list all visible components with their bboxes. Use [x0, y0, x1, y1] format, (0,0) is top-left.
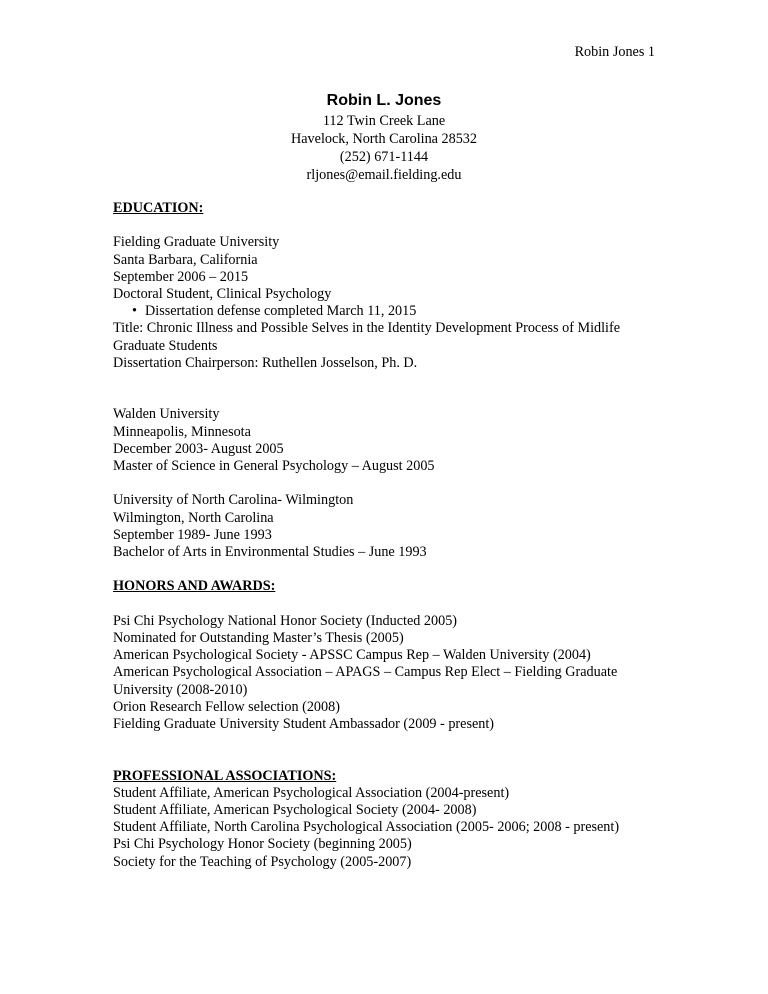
- running-head: Robin Jones 1: [574, 44, 655, 60]
- applicant-name: Robin L. Jones: [326, 92, 442, 109]
- honors-heading: HONORS AND AWARDS:: [113, 578, 276, 595]
- phone-number: (252) 671-1144: [339, 149, 429, 165]
- school-dates: September 2006 – 2015: [113, 268, 249, 285]
- school-name: University of North Carolina- Wilmington: [113, 492, 354, 509]
- list-item: Nominated for Outstanding Master’s Thesis (2005): [113, 630, 404, 646]
- bullet-text: Dissertation defense completed March 11, 2015: [145, 303, 417, 320]
- email-address: rljones@email.fielding.edu: [306, 167, 462, 183]
- list-item: American Psychological Society - APSSC Campus Rep – Walden University (2004): [113, 647, 591, 664]
- street-address: 112 Twin Creek Lane: [322, 113, 446, 129]
- cv-body: [113, 200, 673, 871]
- school-name: Walden University: [113, 406, 220, 423]
- city-state-zip: Havelock, North Carolina 28532: [291, 131, 477, 147]
- list-item: Student Affiliate, American Psychological Society (2004- 2008): [113, 802, 477, 819]
- list-item: Psi Chi Psychology Honor Society (beginning 2005): [113, 836, 412, 853]
- education-entry-fielding: [113, 234, 673, 372]
- contact-header: [0, 90, 768, 184]
- dissertation-chair: Dissertation Chairperson: Ruthellen Josselson, Ph. D.: [113, 354, 418, 371]
- list-item: Society for the Teaching of Psychology (2005-2007): [113, 853, 412, 870]
- degree: Doctoral Student, Clinical Psychology: [113, 286, 332, 302]
- list-item: Student Affiliate, North Carolina Psychological Association (2005- 2006; 2008 - present): [113, 819, 620, 836]
- list-item: Fielding Graduate University Student Ambassador (2009 - present): [113, 716, 495, 733]
- school-location: Minneapolis, Minnesota: [113, 423, 251, 440]
- list-item: Psi Chi Psychology National Honor Society (Inducted 2005): [113, 612, 458, 629]
- list-item: Student Affiliate, American Psychological Association (2004-present): [113, 784, 510, 801]
- school-dates: December 2003- August 2005: [113, 440, 284, 457]
- dissertation-title: Title: Chronic Illness and Possible Selves in the Identity Development Process of Midlife Graduate Students: [113, 320, 621, 354]
- bullet-icon: •: [132, 303, 137, 320]
- school-dates: September 1989- June 1993: [113, 526, 272, 543]
- degree: Bachelor of Arts in Environmental Studies – June 1993: [113, 544, 427, 561]
- education-entry-walden: [113, 406, 673, 475]
- list-item: American Psychological Association – APAGS – Campus Rep Elect – Fielding Graduate University (2008-2010): [113, 664, 618, 698]
- associations-heading: PROFESSIONAL ASSOCIATIONS:: [113, 767, 337, 784]
- list-item: Orion Research Fellow selection (2008): [113, 698, 340, 715]
- education-heading: EDUCATION:: [113, 200, 204, 216]
- school-location: Wilmington, North Carolina: [113, 509, 274, 526]
- honors-list: [113, 613, 673, 733]
- associations-list: [113, 785, 673, 871]
- degree: Master of Science in General Psychology – August 2005: [113, 458, 435, 475]
- education-entry-uncw: [113, 492, 673, 561]
- school-location: Santa Barbara, California: [113, 251, 258, 268]
- school-name: Fielding Graduate University: [113, 234, 280, 251]
- dissertation-defense-bullet: [113, 303, 673, 320]
